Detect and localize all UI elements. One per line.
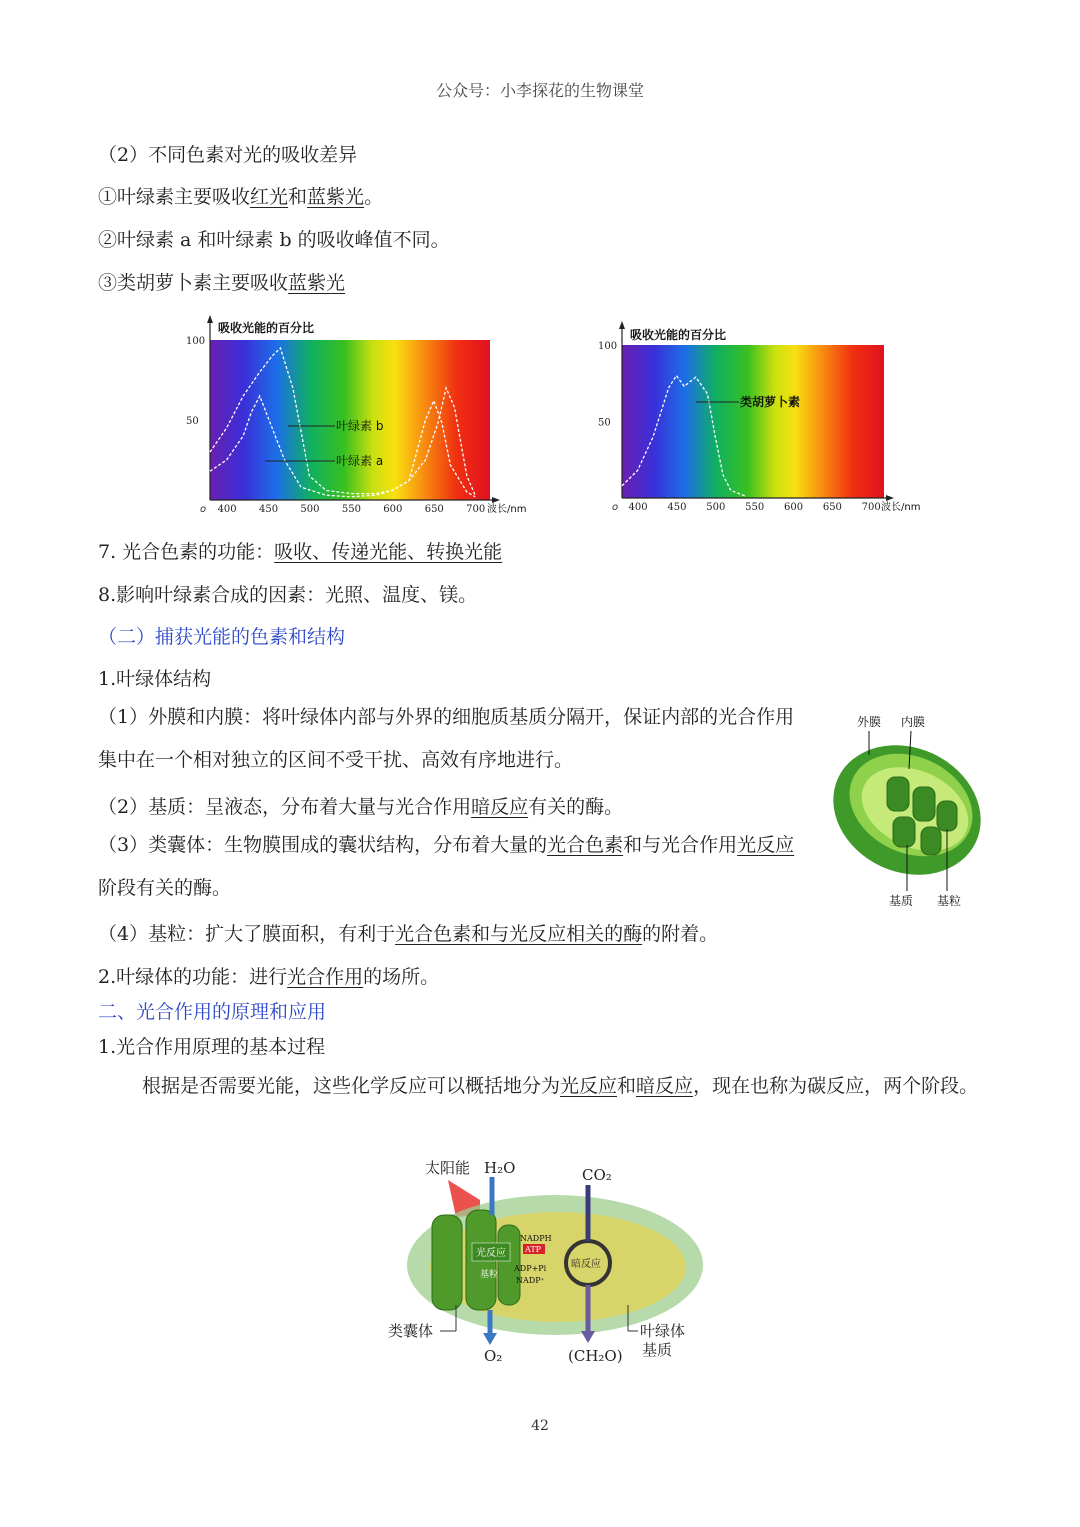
- origin-label: o: [200, 504, 207, 515]
- label-nadp: NADP⁺: [516, 1276, 545, 1285]
- paragraph-thylakoid: （3）类囊体：生物膜围成的囊状结构，分布着大量的光合色素和与光合作用光反应阶段有关的酶。: [98, 834, 795, 899]
- label-o2: O₂: [484, 1347, 503, 1365]
- label-granum: 基粒: [480, 1270, 499, 1280]
- x-tick-label: 700: [861, 502, 881, 513]
- chart-title: 吸收光能的百分比: [630, 328, 727, 342]
- x-tick-label: 400: [217, 504, 237, 515]
- x-tick-label: 450: [667, 502, 687, 513]
- x-tick-label: 500: [706, 502, 726, 513]
- x-tick-label: 600: [383, 504, 403, 515]
- y-tick-label: 50: [186, 416, 199, 427]
- paragraph-membrane: （1）外膜和内膜：将叶绿体内部与外界的细胞质基质分隔开，保证内部的光合作用集中在一个相对独立的区间不受干扰、高效有序地进行。: [98, 706, 795, 771]
- label-co2: CO₂: [582, 1166, 612, 1184]
- x-tick-label: 550: [341, 504, 361, 515]
- section-line: ①叶绿素主要吸收红光和蓝紫光。: [98, 186, 384, 208]
- page-number: 42: [531, 1418, 549, 1434]
- section-line: 1.光合作用原理的基本过程: [98, 1036, 326, 1058]
- label-nadph: NADPH: [520, 1234, 552, 1243]
- spectrum-background: [622, 345, 884, 498]
- label-ch2o: (CH₂O): [568, 1347, 623, 1365]
- section-heading: 二、光合作用的原理和应用: [98, 1001, 327, 1023]
- section-line: 2.叶绿体的功能：进行光合作用的场所。: [98, 966, 440, 988]
- chloroplast-structure-figure: [825, 705, 985, 915]
- x-axis-arrow: [492, 497, 500, 503]
- subsection-heading: （二）捕获光能的色素和结构: [98, 626, 346, 648]
- x-axis-label: 波长/nm: [487, 504, 527, 515]
- y-axis-arrow: [619, 321, 625, 329]
- label-stroma: 基质: [642, 1341, 673, 1359]
- page-header: 公众号：小李探花的生物课堂: [435, 81, 644, 100]
- section-line: 1.叶绿体结构: [98, 668, 212, 690]
- series-label-carotenoid: 类胡萝卜素: [740, 395, 801, 409]
- label-outer-membrane: 外膜: [857, 715, 882, 729]
- y-axis-arrow: [207, 315, 213, 323]
- label-dark-reaction: 暗反应: [571, 1259, 601, 1270]
- paragraph-process: 根据是否需要光能，这些化学反应可以概括地分为光反应和暗反应，现在也称为碳反应，两个阶段。: [142, 1075, 979, 1097]
- x-tick-label: 400: [628, 502, 648, 513]
- label-atp: ATP: [525, 1245, 542, 1254]
- x-tick-label: 500: [300, 504, 320, 515]
- label-thylakoid: 类囊体: [388, 1322, 434, 1340]
- section-line: 7. 光合色素的功能：吸收、传递光能、转换光能: [98, 541, 503, 563]
- label-h2o: H₂O: [484, 1159, 516, 1177]
- x-tick-label: 450: [259, 504, 279, 515]
- section-line: ②叶绿素 a 和叶绿素 b 的吸收峰值不同。: [98, 229, 450, 251]
- x-tick-label: 650: [424, 504, 444, 515]
- ch2o-arrowhead: [581, 1331, 595, 1343]
- section-line: （2）不同色素对光的吸收差异: [98, 144, 358, 166]
- x-tick-label: 650: [822, 502, 842, 513]
- label-sun: 太阳能: [425, 1159, 471, 1177]
- paragraph-stroma: （2）基质：呈液态，分布着大量与光合作用暗反应有关的酶。: [98, 796, 624, 818]
- chlorophyll-absorption-chart: [180, 312, 540, 522]
- x-tick-label: 550: [745, 502, 765, 513]
- series-label-chl-b: 叶绿素 b: [336, 419, 384, 433]
- y-tick-label: 100: [186, 336, 206, 347]
- section-line: ③类胡萝卜素主要吸收蓝紫光: [98, 272, 346, 294]
- y-tick-label: 50: [598, 417, 611, 429]
- series-label-chl-a: 叶绿素 a: [336, 454, 384, 468]
- label-adp: ADP+Pi: [514, 1264, 547, 1273]
- carotenoid-absorption-chart: [592, 318, 932, 523]
- x-axis-label: 波长/nm: [881, 502, 921, 513]
- section-line: 8.影响叶绿素合成的因素：光照、温度、镁。: [98, 584, 478, 606]
- y-tick-label: 100: [598, 341, 618, 352]
- label-stroma: 基质: [889, 894, 914, 908]
- x-axis-arrow: [886, 495, 894, 501]
- chart-title: 吸收光能的百分比: [218, 321, 315, 335]
- o2-arrowhead: [483, 1333, 497, 1345]
- label-chloroplast: 叶绿体: [640, 1322, 686, 1340]
- paragraph-granum: （4）基粒：扩大了膜面积，有利于光合色素和与光反应相关的酶的附着。: [98, 923, 719, 945]
- origin-label: o: [612, 502, 619, 513]
- x-tick-label: 600: [783, 502, 804, 513]
- photosynthesis-process-figure: [380, 1155, 710, 1370]
- label-light-reaction: 光反应: [476, 1248, 506, 1259]
- label-granum: 基粒: [937, 894, 962, 908]
- label-inner-membrane: 内膜: [901, 715, 926, 729]
- x-tick-label: 700: [466, 504, 486, 515]
